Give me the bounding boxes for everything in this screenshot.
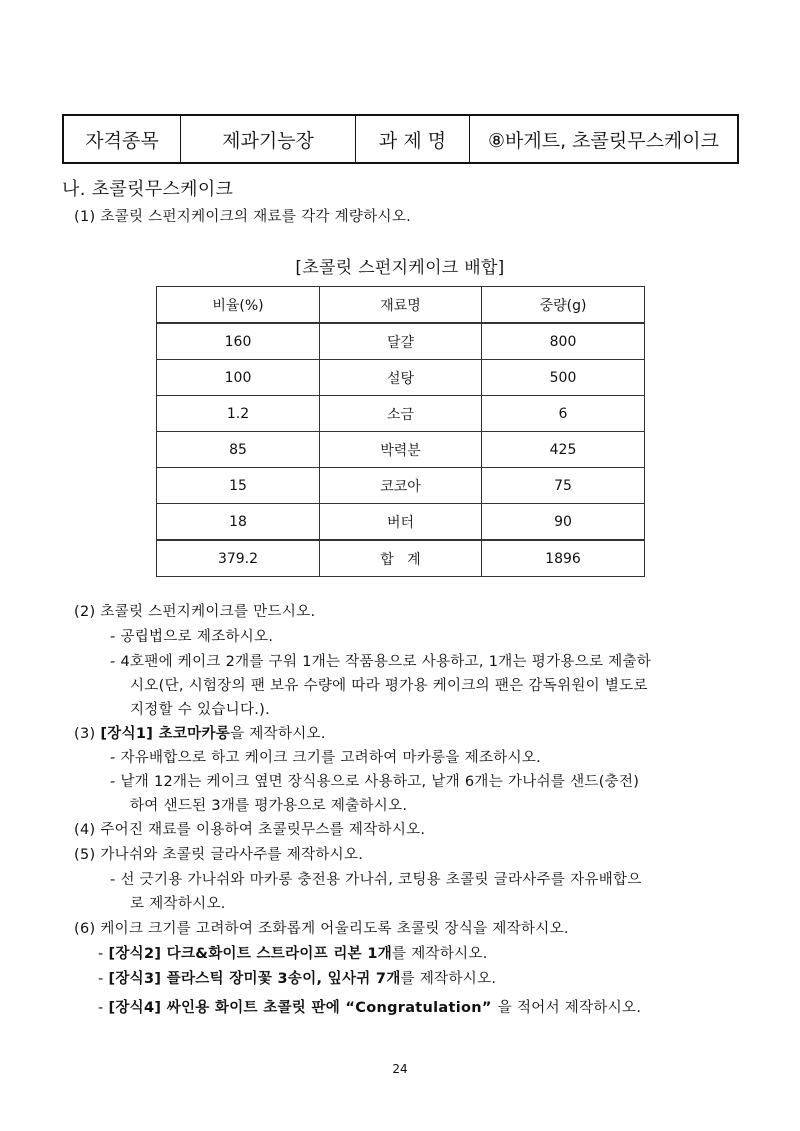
cell-weight: 800 (482, 323, 645, 360)
table-caption: [초콜릿 스펀지케이크 배합] (295, 258, 505, 278)
cell-ingredient: 설탕 (320, 360, 482, 396)
table-row (157, 360, 645, 396)
item-3-prefix: (3) (74, 726, 101, 742)
bullet-dash: - (98, 1000, 109, 1016)
cert-label: 자격종목 (64, 116, 181, 162)
cell-ratio: 18 (157, 504, 320, 541)
table-total-row (157, 540, 645, 577)
total-weight: 1896 (482, 540, 645, 577)
cell-weight: 500 (482, 360, 645, 396)
table-row (157, 323, 645, 360)
item-6-decoration-4 (98, 996, 641, 1017)
cell-ratio: 85 (157, 432, 320, 468)
task-value: ⑧바게트, 초콜릿무스케이크 (487, 129, 719, 152)
table-header-row (157, 287, 645, 324)
cell-ratio: 1.2 (157, 396, 320, 432)
cell-ratio: 15 (157, 468, 320, 504)
cell-ingredient: 버터 (320, 504, 482, 541)
task-label: 과 제 명 (356, 116, 470, 162)
header-weight: 중량(g) (482, 287, 645, 324)
item-6-title: (6) 케이크 크기를 고려하여 조화롭게 어울리도록 초콜릿 장식을 제작하시오. (74, 921, 569, 937)
decoration-2-label: [장식2] 다크&화이트 스트라이프 리본 1개 (108, 946, 393, 962)
item-3-rest: 을 제작하시오. (230, 726, 326, 742)
cell-ingredient: 달걀 (320, 323, 482, 360)
cert-value: 제과기능장 (181, 116, 356, 162)
header-ratio: 비율(%) (157, 287, 320, 324)
bullet-dash: - (98, 946, 109, 962)
recipe-table (156, 286, 645, 577)
info-table (62, 114, 739, 164)
item-2-title: (2) 초콜릿 스펀지케이크를 만드시오. (74, 604, 316, 620)
cell-weight: 425 (482, 432, 645, 468)
table-row (157, 432, 645, 468)
cell-ratio: 160 (157, 323, 320, 360)
decoration-1-label: [장식1] 초코마카롱 (100, 726, 231, 742)
item-3-bullet-1: - 자유배합으로 하고 케이크 크기를 고려하여 마카롱을 제조하시오. (110, 750, 542, 766)
table-row (157, 468, 645, 504)
item-2-bullet-2-cont: 시오(단, 시험장의 팬 보유 수량에 따라 평가용 케이크의 팬은 감독위원이 별도로 (130, 678, 648, 694)
decoration-4-rest: 을 적어서 제작하시오. (497, 1000, 642, 1016)
item-6-decoration-2 (98, 942, 488, 963)
item-6-decoration-3 (98, 967, 496, 988)
decoration-3-rest: 를 제작하시오. (400, 971, 497, 987)
decoration-4-label: [장식4] 싸인용 화이트 초콜릿 판에 “Congratulation” (108, 1000, 492, 1016)
item-2-bullet-2: - 4호팬에 케이크 2개를 구워 1개는 작품용으로 사용하고, 1개는 평가용으로 제출하 (110, 654, 652, 670)
page-number: 24 (392, 1062, 408, 1076)
item-5-bullet-1: - 선 긋기용 가나쉬와 마카롱 충전용 가나쉬, 코팅용 초콜릿 글라사주를 자유배합으 (110, 872, 642, 888)
item-2-bullet-1: - 공립법으로 제조하시오. (110, 629, 274, 645)
cell-ingredient: 소금 (320, 396, 482, 432)
cell-weight: 90 (482, 504, 645, 541)
item-5-title: (5) 가나쉬와 초콜릿 글라사주를 제작하시오. (74, 847, 364, 863)
item-3-bullet-2: - 낱개 12개는 케이크 옆면 장식용으로 사용하고, 낱개 6개는 가나쉬를 샌드(충전) (110, 774, 640, 790)
bullet-dash: - (98, 971, 109, 987)
item-3-title (74, 722, 326, 743)
cell-ratio: 100 (157, 360, 320, 396)
item-5-bullet-1-cont: 로 제작하시오. (130, 896, 226, 912)
table-row (157, 504, 645, 541)
section-title: 나. 초콜릿무스케이크 (62, 179, 234, 200)
cell-ingredient: 코코아 (320, 468, 482, 504)
table-row (157, 396, 645, 432)
cell-weight: 6 (482, 396, 645, 432)
item-3-bullet-2-cont: 하여 샌드된 3개를 평가용으로 제출하시오. (130, 798, 408, 814)
total-label: 합 계 (320, 540, 482, 577)
decoration-3-label: [장식3] 플라스틱 장미꽃 3송이, 잎사귀 7개 (108, 971, 401, 987)
cell-weight: 75 (482, 468, 645, 504)
header-ingredient: 재료명 (320, 287, 482, 324)
item-2-bullet-2-cont: 지정할 수 있습니다.). (130, 702, 271, 718)
decoration-2-rest: 를 제작하시오. (392, 946, 488, 962)
cell-ingredient: 박력분 (320, 432, 482, 468)
item-4: (4) 주어진 재료를 이용하여 초콜릿무스를 제작하시오. (74, 822, 426, 838)
item-1: (1) 초콜릿 스펀지케이크의 재료를 각각 계량하시오. (74, 209, 412, 225)
total-ratio: 379.2 (157, 540, 320, 577)
